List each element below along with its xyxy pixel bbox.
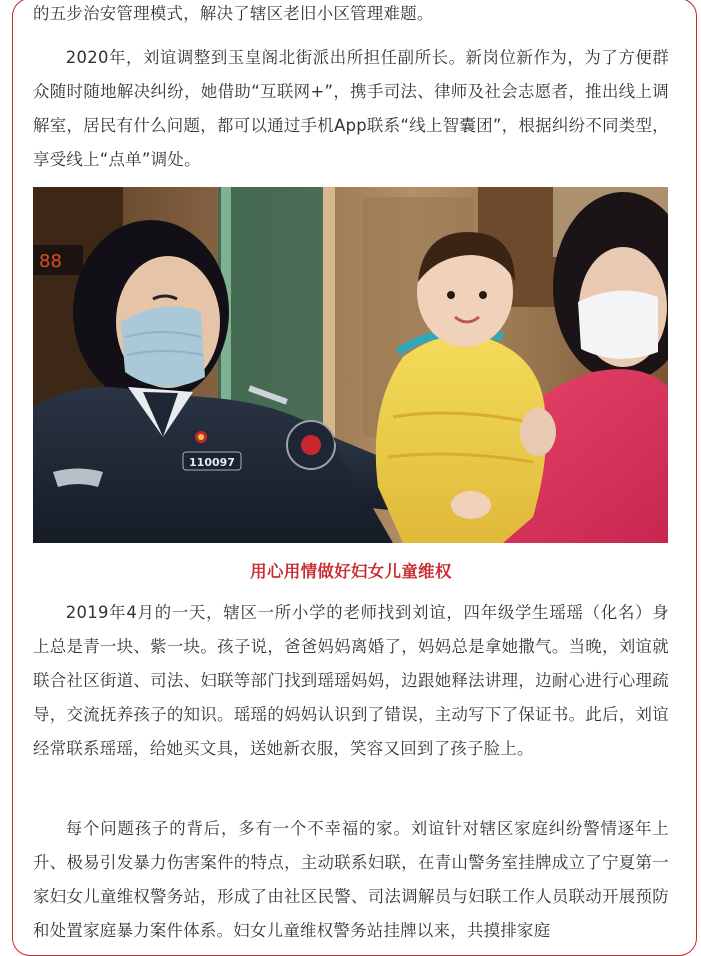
photo-caption: 用心用情做好妇女儿童维权 <box>250 562 452 581</box>
svg-text:88: 88 <box>39 251 62 272</box>
paragraph-intro-tail: 的五步治安管理模式，解决了辖区老旧小区管理难题。 <box>33 4 434 23</box>
paragraph-2020: 2020年，刘谊调整到玉皇阁北街派出所担任副所长。新岗位新作为，为了方便群众随时随地解决纠纷，她借助“互联网+”，携手司法、律师及社会志愿者，推出线上调解室，居民有什么问题，都可以通过手机App联系“线上智囊团”，根据纠纷不同类型，享受线上“点单”调处。 <box>33 48 669 169</box>
police-badge-number: 110097 <box>189 456 235 469</box>
article-photo <box>33 187 668 543</box>
paragraph-family: 每个问题孩子的背后，多有一个不幸福的家。刘谊针对辖区家庭纠纷警情逐年上升、极易引发暴力伤害案件的特点，主动联系妇联，在青山警务室挂牌成立了宁夏第一家妇女儿童维权警务站，形成了由社区民警、司法调解员与妇联工作人员联动开展预防和处置家庭暴力案件体系。妇女儿童维权警务站挂牌以来，共摸排家庭 <box>33 819 669 940</box>
paragraph-2019: 2019年4月的一天，辖区一所小学的老师找到刘谊，四年级学生瑶瑶（化名）身上总是青一块、紫一块。孩子说，爸爸妈妈离婚了，妈妈总是拿她撒气。当晚，刘谊就联合社区街道、司法、妇联等部门找到瑶瑶妈妈，边跟她释法讲理，边耐心进行心理疏导，交流抚养孩子的知识。瑶瑶的妈妈认识到了错误，主动写下了保证书。此后，刘谊经常联系瑶瑶，给她买文具，送她新衣服，笑容又回到了孩子脸上。 <box>33 603 669 758</box>
